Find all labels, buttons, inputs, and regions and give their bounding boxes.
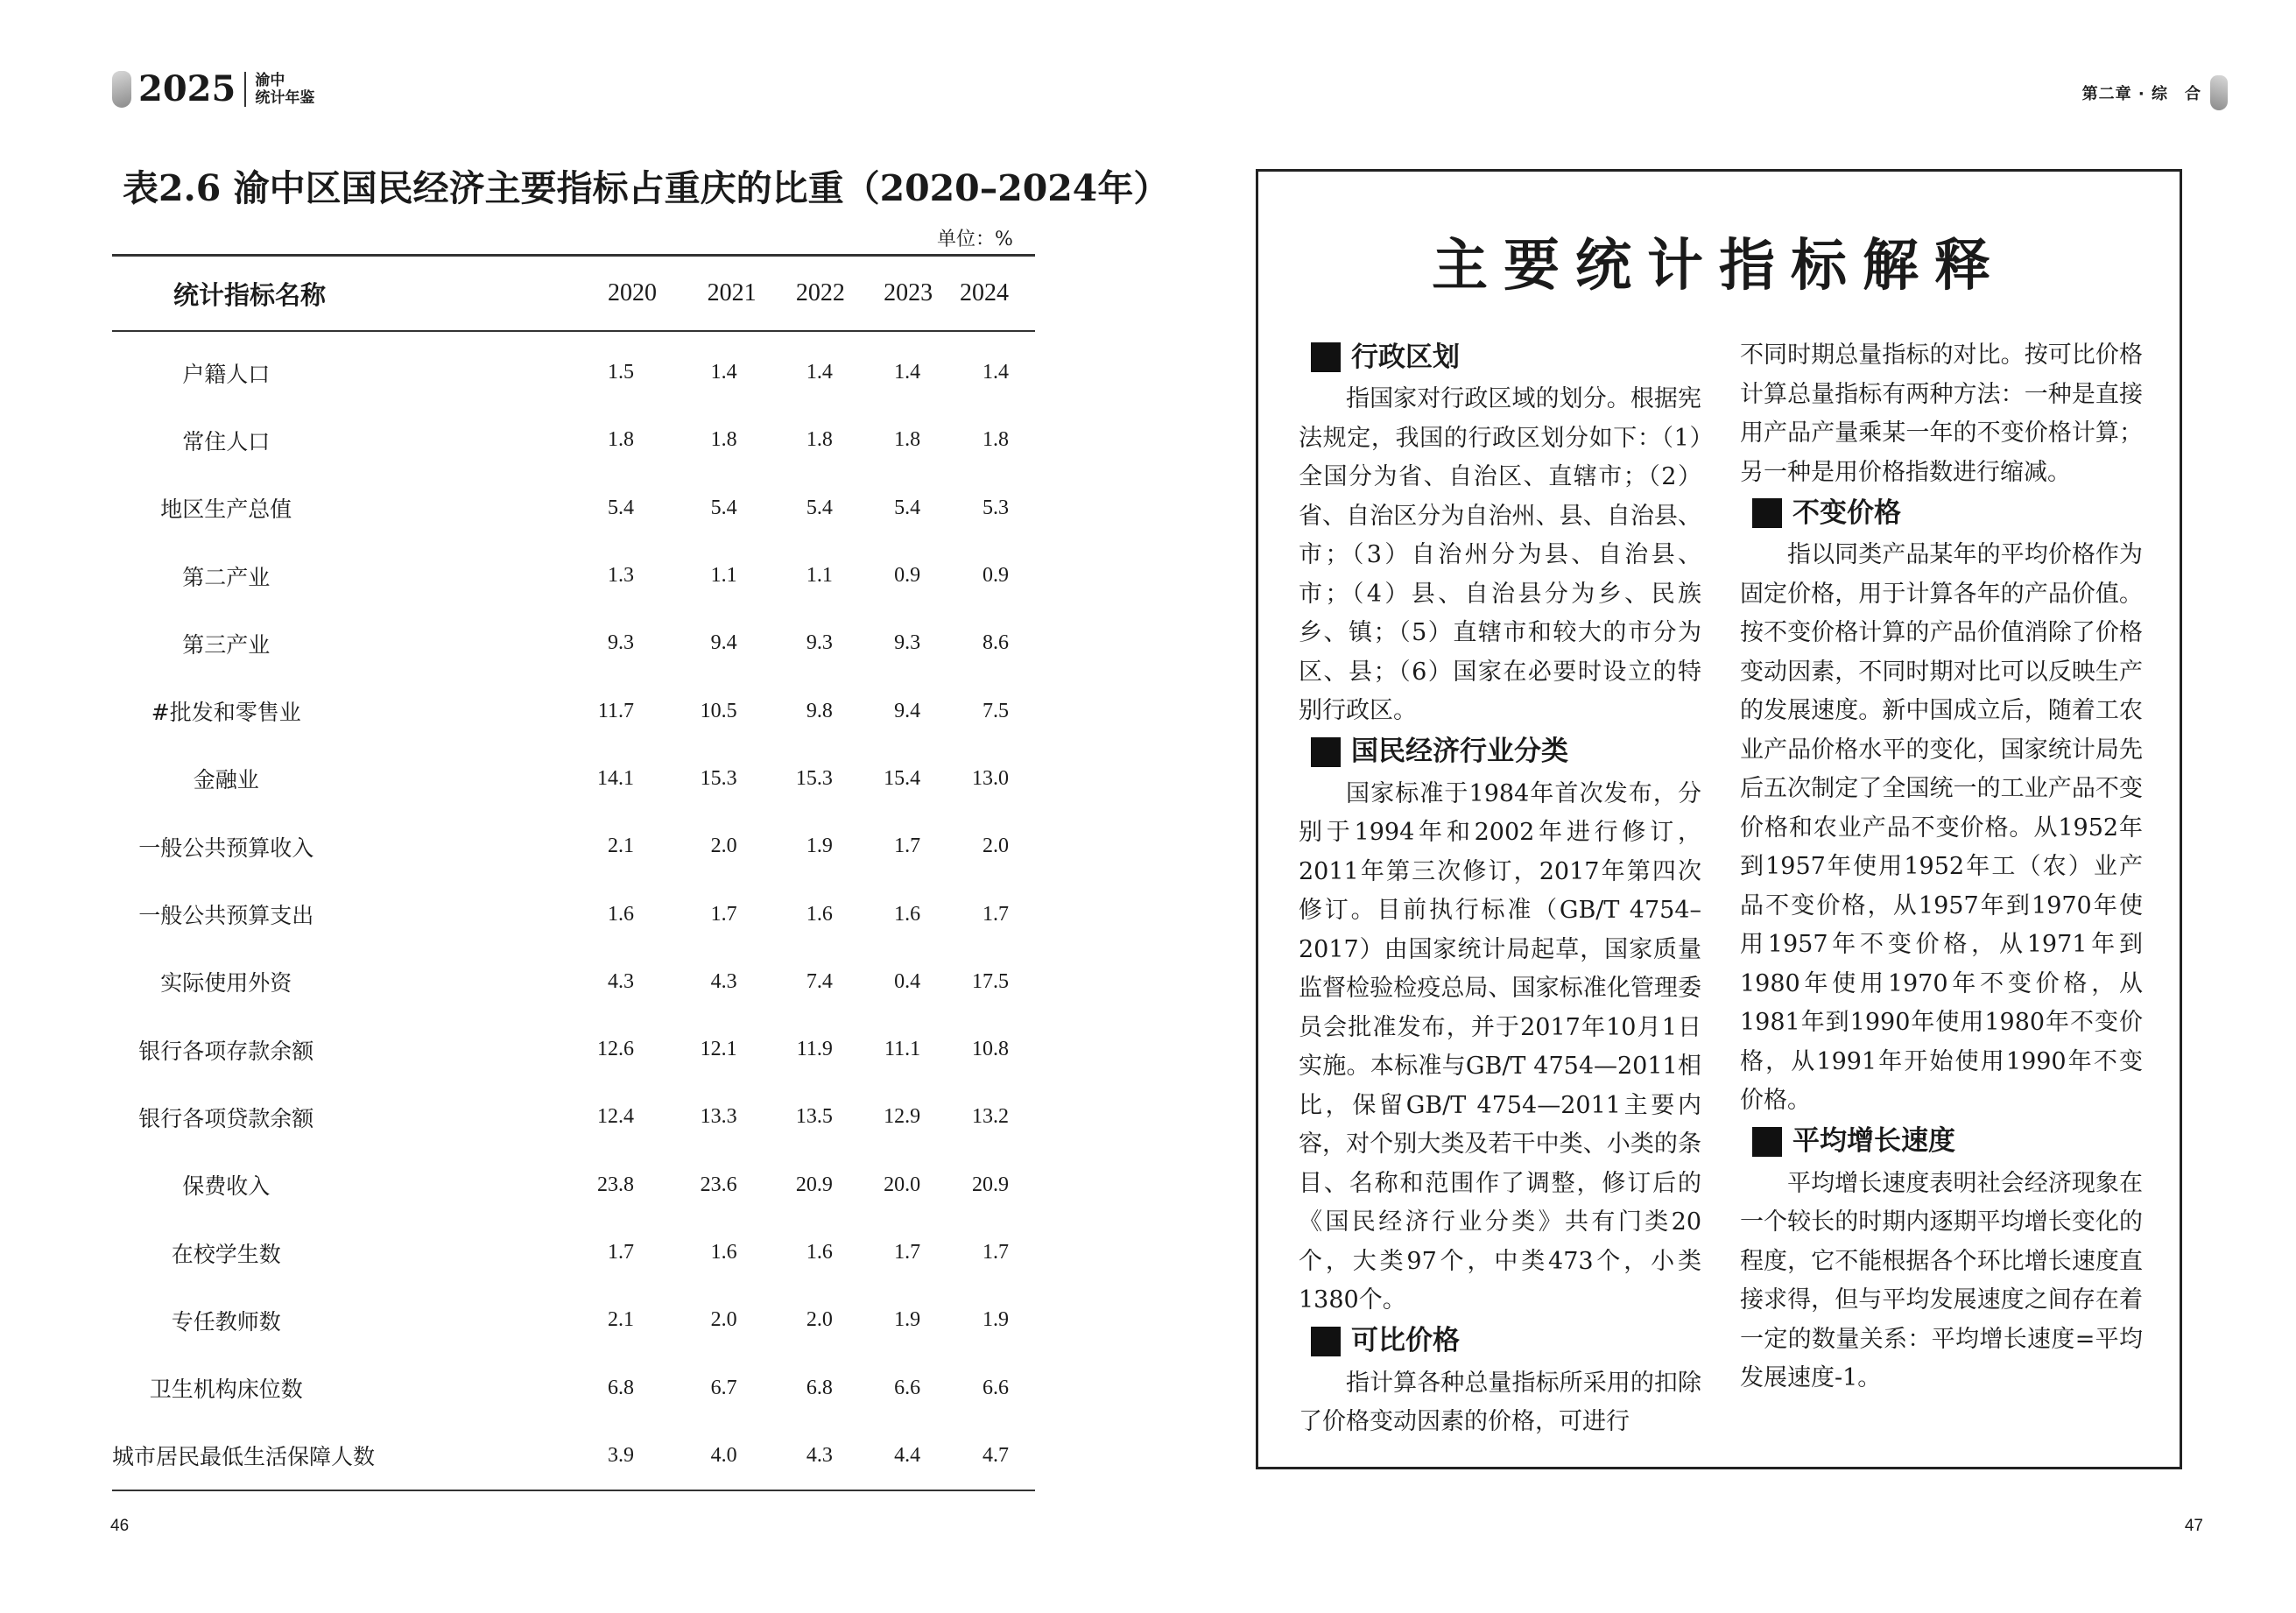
- header-divider: [244, 72, 246, 107]
- value-cell-2023: 12.9: [884, 1105, 921, 1129]
- value-cell-2023: 5.4: [894, 496, 921, 519]
- value-cell-2024: 2.0: [982, 835, 1009, 858]
- indicator-name-cell: 保费收入: [182, 1173, 271, 1200]
- value-cell-2020: 3.9: [419, 1422, 685, 1490]
- value-cell-2021: 1.1: [710, 564, 737, 588]
- value-cell-2023: 9.3: [894, 631, 921, 655]
- value-cell-2023: 15.4: [884, 766, 921, 790]
- value-cell-2022: 1.8: [806, 428, 833, 452]
- value-cell-2021: 4.3: [710, 969, 737, 993]
- value-cell-2022: 7.4: [806, 969, 833, 993]
- value-cell-2022: 1.4: [806, 361, 833, 384]
- value-cell-2022: 11.9: [796, 1038, 833, 1061]
- value-cell-2021: 23.6: [700, 1173, 737, 1196]
- value-cell-2020: 12.6: [597, 1038, 634, 1061]
- value-cell-2021: 4.0: [685, 1422, 774, 1490]
- value-cell-2024: 13.2: [972, 1105, 1009, 1129]
- column-header-name: 统计指标名称: [112, 256, 419, 332]
- section-heading-constant-price: [1752, 492, 2143, 534]
- indicator-name-cell: 第二产业: [182, 564, 271, 590]
- value-cell-2024: 4.7: [945, 1422, 1035, 1490]
- value-cell-2021: 1.8: [710, 428, 737, 452]
- section-paragraph: 国家标准于1984年首次发布，分别于1994年和2002年进行修订，2011年第三次修订，2017年第四次修订。目前执行标准（GB/T 4754–2017）由国家统计局起草，国家质量监督检验检疫总局、国家标准化管理委员会批准发布，并于2017年10月1日实施。本标准与GB/T 4754—2011相比，保留GB/T 4754—2011主要内容，对个别大类及若干中类、小类的条目、名称和范围作了调整，修订后的《国民经济行业分类》共有门类20个，大类97个，中类473个，小类1380个。: [1299, 779, 1701, 1314]
- value-cell-2023: 1.6: [894, 902, 921, 926]
- value-cell-2020: 2.1: [608, 1308, 634, 1332]
- value-cell-2022: 13.5: [795, 1105, 833, 1129]
- section-marker-icon: [1752, 498, 1782, 528]
- column-header-2024: 2024: [945, 256, 1035, 332]
- table-row: [112, 745, 1035, 813]
- definitions-box: [1256, 169, 2182, 1469]
- value-cell-2020: 2.1: [608, 835, 634, 858]
- value-cell-2020: 1.3: [608, 564, 634, 588]
- definitions-column-left: [1299, 336, 1701, 1442]
- value-cell-2024: 10.8: [972, 1038, 1009, 1061]
- value-cell-2024: 13.0: [972, 766, 1009, 790]
- running-header-left: [112, 68, 314, 109]
- value-cell-2023: 0.9: [894, 564, 921, 588]
- value-cell-2024: 6.6: [982, 1376, 1009, 1399]
- table-row: [112, 406, 1035, 474]
- value-cell-2024: 0.9: [982, 564, 1009, 588]
- indicator-name-cell: 实际使用外资: [160, 970, 292, 997]
- section-heading-comparable-price: [1311, 1321, 1701, 1363]
- table-row: [112, 1354, 1035, 1421]
- indicator-name-cell: 一般公共预算支出: [138, 903, 314, 929]
- section-marker-icon: [1752, 1127, 1782, 1157]
- value-cell-2021: 13.3: [700, 1105, 737, 1129]
- table-title: 表2.6 渝中区国民经济主要指标占重庆的比重（2020–2024年）: [123, 167, 1170, 209]
- value-cell-2020: 6.8: [608, 1376, 634, 1399]
- value-cell-2021: 5.4: [710, 496, 737, 519]
- value-cell-2020: 5.4: [608, 496, 634, 519]
- table-row: [112, 948, 1035, 1016]
- value-cell-2022: 1.6: [806, 902, 833, 926]
- value-cell-2022: 9.3: [806, 631, 833, 655]
- column-header-2023: 2023: [857, 256, 945, 332]
- table-row: [112, 331, 1035, 406]
- yearbook-emblem-icon: [112, 71, 131, 108]
- page-number-right: 47: [2184, 1517, 2203, 1535]
- value-cell-2021: 2.0: [710, 835, 737, 858]
- indicator-name-cell: 银行各项存款余额: [138, 1038, 314, 1064]
- table-row: [112, 475, 1035, 542]
- header-book-line2: 统计年鉴: [255, 88, 315, 107]
- value-cell-2020: 1.6: [608, 902, 634, 926]
- value-cell-2024: 1.4: [982, 361, 1009, 384]
- value-cell-2021: 15.3: [700, 766, 737, 790]
- value-cell-2022: 9.8: [806, 699, 833, 722]
- section-paragraph: 指国家对行政区域的划分。根据宪法规定，我国的行政区划分如下：（1）全国分为省、自治区、直辖市；（2）省、自治区分为自治州、县、自治县、市；（3）自治州分为县、自治县、市；（4）县、自治县分为乡、民族乡、镇；（5）直辖市和较大的市分为区、县；（6）国家在必要时设立的特别行政区。: [1299, 385, 1701, 724]
- indicator-name-cell: 金融业: [193, 767, 259, 793]
- running-header-right: [2082, 75, 2228, 110]
- value-cell-2023: 1.7: [894, 1241, 921, 1264]
- value-cell-2022: 5.4: [806, 496, 833, 519]
- indicator-name-cell: #批发和零售业: [151, 700, 301, 726]
- value-cell-2024: 17.5: [972, 969, 1009, 993]
- table-body: [112, 331, 1035, 1490]
- section-paragraph: 指以同类产品某年的平均价格作为固定价格，用于计算各年的产品价值。按不变价格计算的产品价值消除了价格变动因素，不同时期对比可以反映生产的发展速度。新中国成立后，随着工农业产品价格水平的变化，国家统计局先后五次制定了全国统一的工业产品不变价格和农业产品不变价格。从1952年到1957年使用1952年工（农）业产品不变价格，从1957年到1970年使用1957年不变价格，从1971年到1980年使用1970年不变价格，从1981年到1990年使用1980年不变价格，从1991年开始使用1990年不变价格。: [1740, 541, 2143, 1114]
- value-cell-2021: 2.0: [710, 1308, 737, 1332]
- value-cell-2022: 1.1: [806, 564, 833, 588]
- value-cell-2021: 12.1: [700, 1038, 737, 1061]
- indicator-name-cell: 城市居民最低生活保障人数: [112, 1422, 419, 1490]
- value-cell-2020: 9.3: [608, 631, 634, 655]
- value-cell-2021: 1.7: [710, 902, 737, 926]
- section-heading-text: 可比价格: [1351, 1325, 1460, 1357]
- value-cell-2022: 20.9: [795, 1173, 833, 1196]
- section-heading-industry-class: [1311, 731, 1701, 773]
- section-heading-avg-growth: [1752, 1121, 2143, 1163]
- definitions-column-right: [1740, 336, 2143, 1398]
- value-cell-2024: 5.3: [982, 496, 1009, 519]
- value-cell-2023: 1.8: [894, 428, 921, 452]
- table-row: [112, 1219, 1035, 1286]
- value-cell-2021: 1.4: [710, 361, 737, 384]
- value-cell-2023: 1.7: [894, 835, 921, 858]
- table-row: [112, 1152, 1035, 1219]
- table-row: [112, 1422, 1035, 1490]
- value-cell-2024: 1.9: [982, 1308, 1009, 1332]
- header-book-name: [255, 72, 314, 107]
- value-cell-2023: 0.4: [894, 969, 921, 993]
- value-cell-2020: 23.8: [597, 1173, 634, 1196]
- section-paragraph-continued: 不同时期总量指标的对比。按可比价格计算总量指标有两种方法：一种是直接用产品产量乘某一年的不变价格计算；另一种是用价格指数进行缩减。: [1740, 342, 2143, 486]
- column-header-2022: 2022: [774, 256, 857, 332]
- column-header-2021: 2021: [685, 256, 774, 332]
- page-number-left: 46: [110, 1517, 130, 1535]
- value-cell-2024: 1.7: [982, 1241, 1009, 1264]
- indicator-name-cell: 地区生产总值: [160, 497, 292, 523]
- section-marker-icon: [1311, 737, 1341, 767]
- value-cell-2024: 1.7: [982, 902, 1009, 926]
- value-cell-2022: 15.3: [795, 766, 833, 790]
- table-row: [112, 609, 1035, 677]
- section-heading-text: 国民经济行业分类: [1351, 736, 1568, 768]
- section-marker-icon: [1311, 342, 1341, 372]
- header-book-line1: 渝中: [255, 71, 285, 89]
- value-cell-2023: 20.0: [884, 1173, 921, 1196]
- indicator-name-cell: 专任教师数: [171, 1308, 281, 1335]
- section-heading-admin-division: [1311, 336, 1701, 378]
- value-cell-2022: 6.8: [806, 1376, 833, 1399]
- chapter-title: 第二章 · 综 合: [2081, 85, 2201, 103]
- table-row: [112, 813, 1035, 880]
- indicator-name-cell: 户籍人口: [182, 361, 271, 387]
- section-paragraph: 平均增长速度表明社会经济现象在一个较长的时期内逐期平均增长变化的程度，它不能根据各个环比增长速度直接求得，但与平均发展速度之间存在着一定的数量关系：平均增长速度=平均发展速度-1。: [1740, 1169, 2143, 1391]
- section-heading-text: 行政区划: [1351, 341, 1460, 373]
- value-cell-2021: 10.5: [700, 699, 737, 722]
- table-row: [112, 880, 1035, 947]
- indicator-name-cell: 在校学生数: [171, 1241, 281, 1267]
- value-cell-2021: 6.7: [710, 1376, 737, 1399]
- table-row: [112, 1083, 1035, 1151]
- section-heading-text: 平均增长速度: [1792, 1125, 1955, 1158]
- value-cell-2023: 4.4: [857, 1422, 945, 1490]
- value-cell-2022: 2.0: [806, 1308, 833, 1332]
- table-row: [112, 542, 1035, 609]
- right-page: [1148, 0, 2296, 1613]
- value-cell-2024: 20.9: [972, 1173, 1009, 1196]
- value-cell-2023: 11.1: [884, 1038, 921, 1061]
- value-cell-2023: 1.9: [894, 1308, 921, 1332]
- yearbook-emblem-icon-right: [2210, 75, 2228, 110]
- value-cell-2020: 12.4: [597, 1105, 634, 1129]
- definitions-title: 主要统计指标解释: [1432, 233, 2006, 299]
- value-cell-2020: 1.5: [608, 361, 634, 384]
- table-row: [112, 1286, 1035, 1354]
- value-cell-2020: 4.3: [608, 969, 634, 993]
- value-cell-2021: 1.6: [710, 1241, 737, 1264]
- value-cell-2020: 1.8: [608, 428, 634, 452]
- indicator-name-cell: 第三产业: [182, 631, 271, 658]
- table-unit: 单位：%: [937, 229, 1013, 250]
- value-cell-2023: 6.6: [894, 1376, 921, 1399]
- value-cell-2020: 11.7: [597, 699, 634, 722]
- value-cell-2023: 1.4: [894, 361, 921, 384]
- value-cell-2024: 8.6: [982, 631, 1009, 655]
- table-header-row: [112, 256, 1035, 332]
- indicator-name-cell: 银行各项贷款余额: [138, 1105, 314, 1131]
- value-cell-2022: 4.3: [774, 1422, 857, 1490]
- value-cell-2024: 1.8: [982, 428, 1009, 452]
- value-cell-2020: 1.7: [608, 1241, 634, 1264]
- statistics-table: [112, 254, 1035, 1491]
- value-cell-2022: 1.9: [806, 835, 833, 858]
- table-row: [112, 677, 1035, 744]
- section-heading-text: 不变价格: [1792, 497, 1901, 529]
- column-header-2020: 2020: [419, 256, 685, 332]
- value-cell-2021: 9.4: [710, 631, 737, 655]
- section-paragraph: 指计算各种总量指标所采用的扣除了价格变动因素的价格，可进行: [1299, 1369, 1701, 1435]
- indicator-name-cell: 卫生机构床位数: [149, 1377, 303, 1403]
- table-row: [112, 1016, 1035, 1083]
- section-marker-icon: [1311, 1327, 1341, 1356]
- value-cell-2024: 7.5: [982, 699, 1009, 722]
- indicator-name-cell: 常住人口: [182, 428, 271, 454]
- indicator-name-cell: 一般公共预算收入: [138, 835, 314, 861]
- header-year: 2025: [138, 68, 236, 109]
- value-cell-2022: 1.6: [806, 1241, 833, 1264]
- value-cell-2020: 14.1: [597, 766, 634, 790]
- value-cell-2023: 9.4: [894, 699, 921, 722]
